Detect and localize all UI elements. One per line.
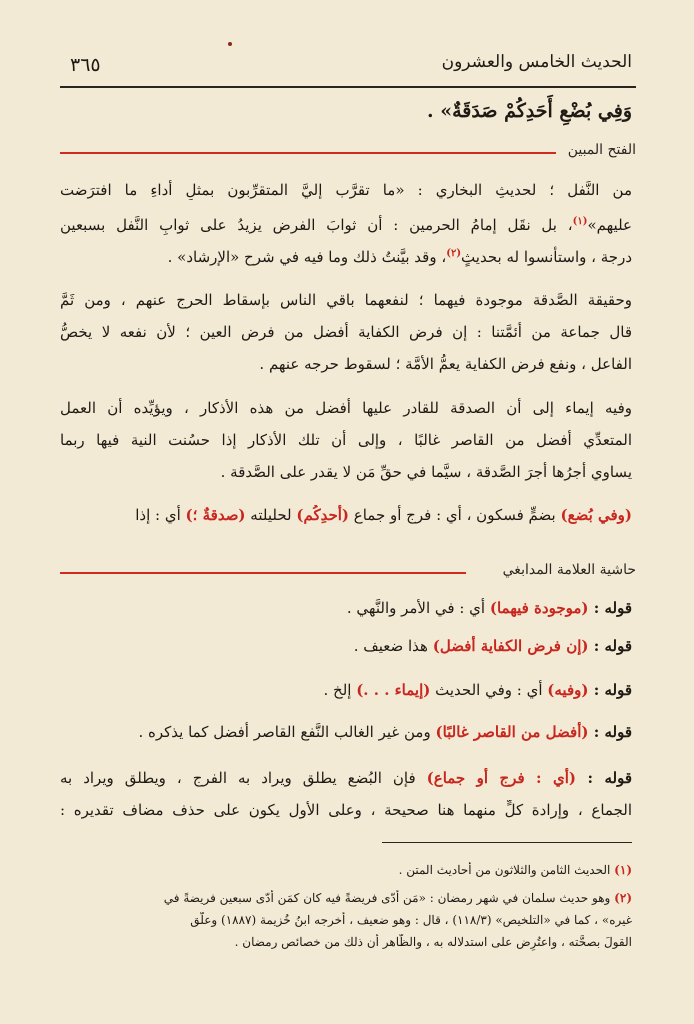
text-run: إلخ .: [323, 681, 357, 699]
quoted-term: (إن فرض الكفاية أفضل): [432, 637, 589, 655]
footnote-line: القولَ بصحَّته ، واعتُرِض على استدلاله به ، والظَّاهر أن ذلك من خصائص رمضان .: [234, 935, 632, 949]
page-number: ٣٦٥: [70, 54, 101, 76]
quoted-term: (أفضل من القاصر غالبًا): [435, 723, 589, 741]
ink-mark: [228, 42, 232, 46]
text-run: ومن غير الغالب النَّفع القاصر أفضل كما يذكره .: [138, 723, 436, 741]
text-run: فإن البُضع يطلق ويراد به الفرج ، ويطلق ويراد به: [60, 769, 427, 787]
note-lead: قوله :: [588, 723, 632, 741]
commentary-line: المتعدِّي أفضل من القاصر غالبًا ، وإلى أن تلك الأذكار إذا حسُنت النية فيها ربما: [60, 431, 632, 449]
quoted-term: (إيماء . . .): [356, 681, 431, 699]
note-line: [60, 636, 632, 656]
running-header-title: الحديث الخامس والعشرون: [441, 52, 632, 72]
matn-text: وَفِي بُضْعِ أَحَدِكُمْ صَدَقَةٌ» .: [427, 100, 632, 122]
commentary-line: قال جماعة من أئمَّتنا : إن فرض الكفاية أفضل من فرض العين ؛ لأن نفعه لا يخصُّ: [60, 323, 632, 341]
hashiya-section-heading: [60, 562, 636, 584]
commentary-line: وفيه إيماء إلى أن الصدقة للقادر عليها أفضل من هذه الأذكار ، ويؤيِّده أن العمل: [60, 399, 632, 417]
text-run: أي : في الأمر والنَّهي .: [346, 599, 490, 617]
note-line: [60, 768, 632, 788]
text-run: أي : وفي الحديث: [430, 681, 548, 699]
commentary-line: [60, 505, 632, 525]
footnote-line: [60, 862, 632, 879]
commentary-line: الفاعل ، ونفع فرض الكفاية يعمُّ الأمَّة ؛ لسقوط حرجه عنهم .: [259, 355, 632, 373]
text-run: ، بل نقَل إمامُ الحرمين : أن ثوابَ الفرضِ يزيدُ على ثوابِ النَّفل بسبعين: [60, 216, 573, 234]
note-lead: قوله :: [588, 599, 632, 617]
footnote-ref-1[interactable]: (١): [572, 216, 588, 227]
text-run: هذا ضعيف .: [353, 637, 433, 655]
section-label: الفتح المبين: [567, 142, 636, 158]
commentary-line: [60, 212, 632, 235]
footnote-text: الحديث الثامن والثلاثون من أحاديث المتن .: [398, 863, 611, 877]
footnote-text: وهو حديث سلمان في شهر رمضان : «مَن أدّى فريضةً فيه كان كمَن أدّى سبعين فريضةً في: [163, 891, 611, 905]
footnote-number: (٢): [614, 891, 632, 905]
note-line: [60, 722, 632, 742]
section-divider: [60, 572, 466, 574]
text-run: درجة ، واستأنسوا له بحديثٍ: [461, 248, 632, 266]
text-run: عليهم»: [587, 216, 632, 234]
commentary-line: يساوي أجرُها أجرَ الصَّدقة ، سيَّما في حقِّ مَن لا يقدر على الصَّدقة .: [220, 463, 632, 481]
note-line: [60, 680, 632, 700]
text-run: بضمٍّ فسكون ، أي : فرج أو جماع: [349, 506, 561, 524]
commentary-line: من النَّفل ؛ لحديثِ البخاري : «ما تقرَّب إليَّ المتقرِّبون بمثلِ أداءِ ما افترَضت: [60, 181, 632, 199]
section-divider: [60, 152, 556, 154]
quoted-term: (وفيه): [547, 681, 589, 699]
quoted-term: (أي : فرج أو جماع): [426, 769, 577, 787]
note-lead: قوله :: [588, 681, 632, 699]
footnote-line: [60, 890, 632, 907]
commentary-line: وحقيقة الصَّدقة موجودة فيهما ؛ لنفعهما باقي الناس بإسقاط الحرج عنهم ، ومن ثَمَّ: [60, 291, 632, 309]
quoted-term: (وفي بُضع): [560, 506, 632, 524]
footnote-divider: [382, 842, 632, 843]
note-lead: قوله :: [576, 769, 632, 787]
note-line: [60, 598, 632, 618]
quoted-term: (صدقةٌ ؛): [185, 506, 246, 524]
note-lead: قوله :: [588, 637, 632, 655]
text-run: ، وقد بيَّنتُ ذلك وما فيه في شرح «الإرشاد» .: [167, 248, 447, 266]
header-divider: [60, 86, 636, 88]
quoted-term: (موجودة فيهما): [489, 599, 589, 617]
footnote-number: (١): [614, 863, 632, 877]
commentary-line: [60, 244, 632, 267]
footnote-ref-2[interactable]: (٢): [446, 248, 462, 259]
footnote-line: غيره» ، كما في «التلخيص» (١١٨/٣) ، قال : وهو ضعيف ، أخرجه ابنُ خُزيمة (١٨٨٧) وعلَّق: [190, 913, 632, 927]
text-run: لحليلته: [245, 506, 297, 524]
fath-section-heading: [60, 142, 636, 164]
note-line: الجماع ، وإرادة كلٍّ منهما هنا صحيحة ، وعلى الأول يكون على حذف مضاف تقديره :: [60, 801, 632, 819]
section-label: حاشية العلامة المدابغي: [502, 562, 636, 578]
text-run: أي : إذا: [135, 506, 186, 524]
quoted-term: (أحدِكُم): [296, 506, 349, 524]
